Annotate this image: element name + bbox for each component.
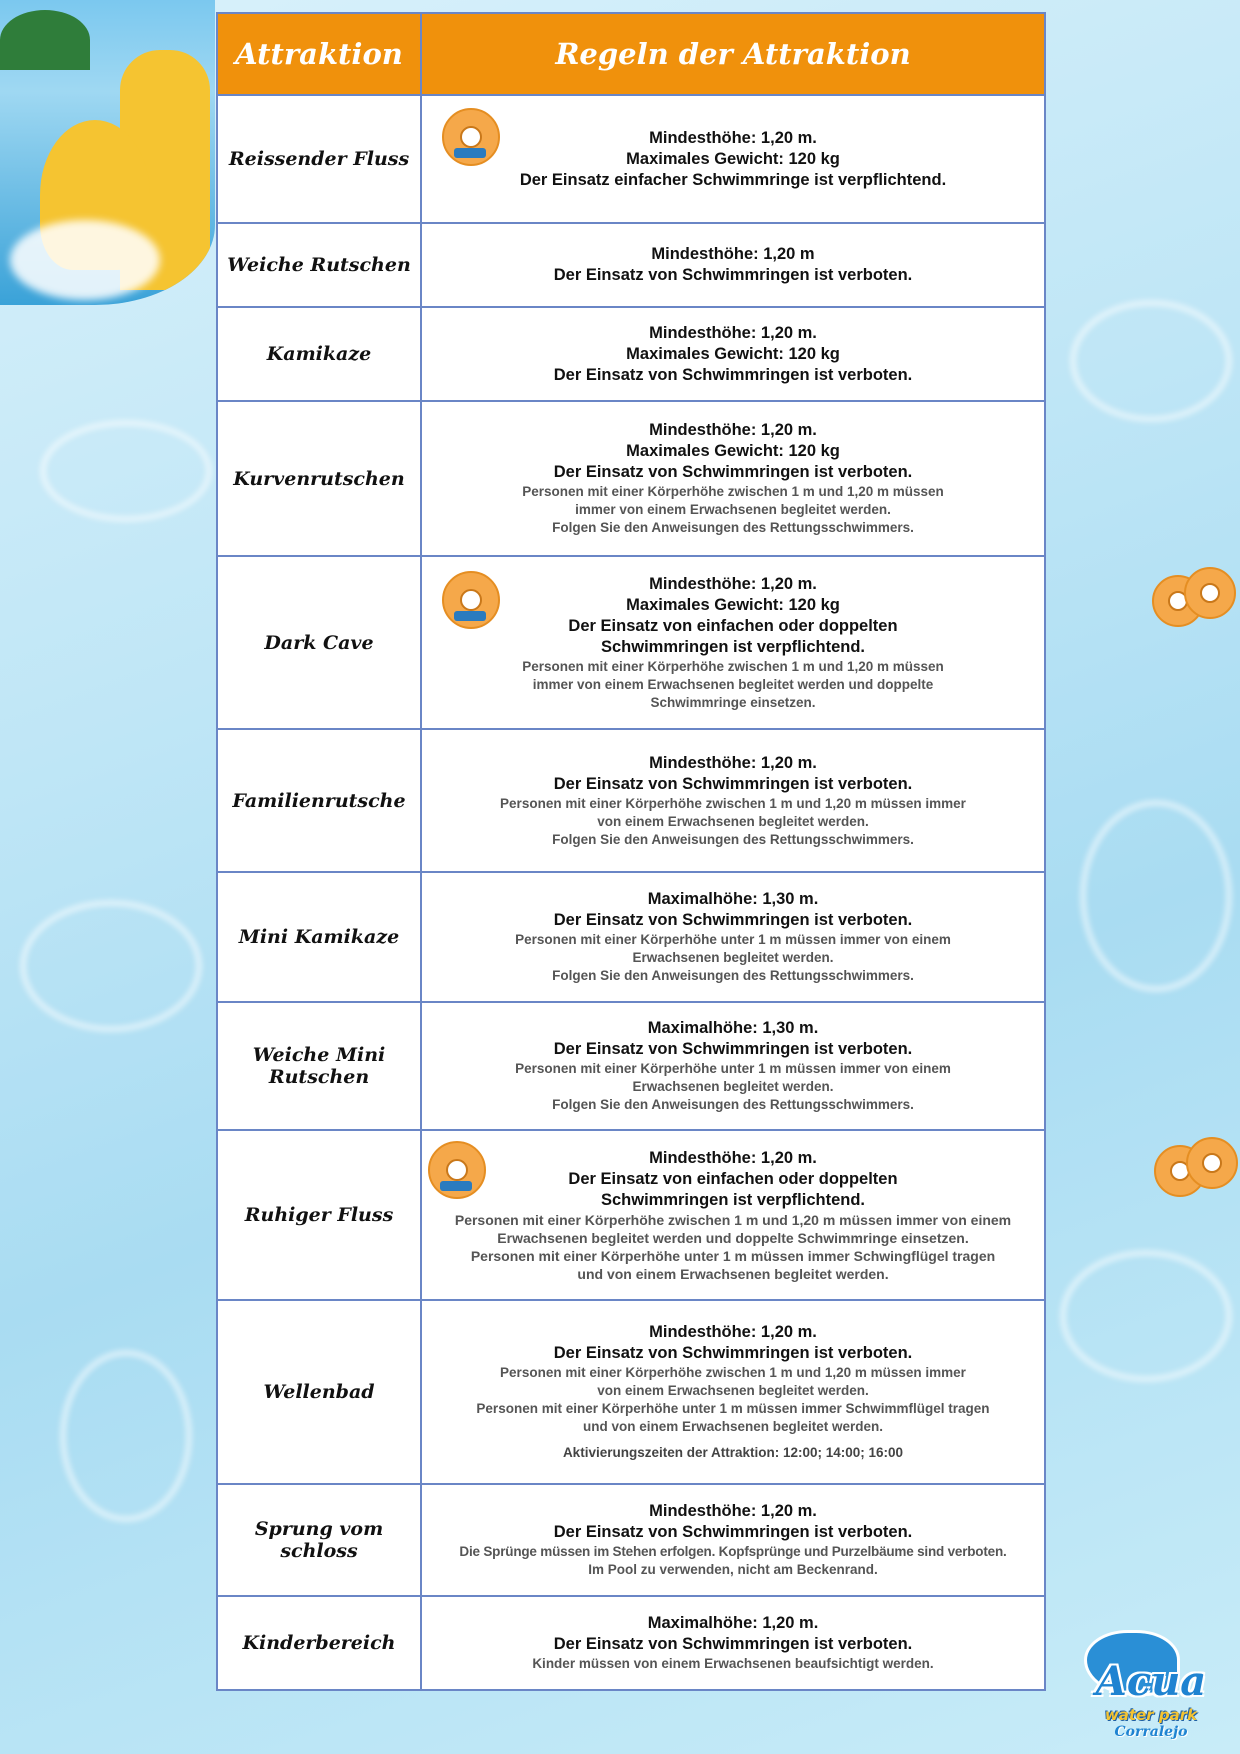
attraction-rules [421, 1130, 1045, 1300]
water-slide-photo [0, 0, 215, 305]
rule-detail: Folgen Sie den Anweisungen des Rettungsschwimmers. [552, 831, 914, 847]
attraction-rules-table [216, 12, 1046, 1691]
rule-detail: Kinder müssen von einem Erwachsenen beaufsichtigt werden. [532, 1656, 934, 1671]
rule-line: Mindesthöhe: 1,20 m. [649, 128, 817, 147]
single-swim-ring-icon [428, 1141, 486, 1199]
rule-detail: Im Pool zu verwenden, nicht am Beckenrand. [588, 1562, 878, 1577]
attraction-rules [421, 556, 1045, 729]
rule-line: Mindesthöhe: 1,20 m [651, 245, 815, 263]
rule-detail: Folgen Sie den Anweisungen des Rettungsschwimmers. [552, 968, 914, 983]
water-ripple [60, 1350, 192, 1522]
attraction-rules [421, 1484, 1045, 1596]
attraction-name: Kinderbereich [217, 1596, 421, 1690]
rule-line: Der Einsatz von Schwimmringen ist verboten. [553, 1635, 913, 1653]
activation-times: Aktivierungszeiten der Attraktion: 12:00; 14:00; 16:00 [562, 1445, 904, 1460]
rule-detail: Personen mit einer Körperhöhe zwischen 1 m und 1,20 m müssen immer [500, 1365, 966, 1380]
double-swim-ring-icon [1154, 1137, 1236, 1195]
attraction-column-header: Attraktion [217, 13, 421, 95]
rule-line: Schwimmringen ist verpflichtend. [600, 637, 866, 656]
rule-detail: Personen mit einer Körperhöhe unter 1 m müssen immer Schwingflügel tragen [470, 1247, 996, 1264]
water-ripple [1060, 1250, 1232, 1382]
logo-tagline: water park [1104, 1706, 1198, 1724]
rule-detail: Personen mit einer Körperhöhe zwischen 1 m und 1,20 m müssen [522, 658, 944, 674]
rule-detail: Folgen Sie den Anweisungen des Rettungsschwimmers. [552, 520, 914, 535]
table-row [217, 307, 1045, 401]
table-row [217, 872, 1045, 1002]
rule-detail: Personen mit einer Körperhöhe zwischen 1 m und 1,20 m müssen [522, 484, 944, 499]
rule-line: Mindesthöhe: 1,20 m. [649, 1502, 817, 1520]
rule-detail: von einem Erwachsenen begleitet werden. [597, 813, 869, 829]
rule-line: Der Einsatz von Schwimmringen ist verboten. [553, 1040, 913, 1058]
rule-line: Der Einsatz von Schwimmringen ist verboten. [553, 1523, 913, 1541]
water-ripple [40, 420, 212, 522]
rule-line: Mindesthöhe: 1,20 m. [649, 753, 817, 772]
rule-line: Maximales Gewicht: 120 kg [626, 442, 840, 460]
attraction-name: Reissender Fluss [217, 95, 421, 223]
rule-line: Schwimmringen ist verpflichtend. [600, 1190, 866, 1209]
attraction-name: Mini Kamikaze [217, 872, 421, 1002]
rules-column-header: Regeln der Attraktion [421, 13, 1045, 95]
water-ripple [1070, 300, 1232, 422]
attraction-rules [421, 307, 1045, 401]
rule-line: Mindesthöhe: 1,20 m. [649, 421, 817, 439]
rule-detail: Erwachsenen begleitet werden. [632, 950, 834, 965]
logo-wordmark: Acua [1095, 1658, 1207, 1705]
rule-detail: Personen mit einer Körperhöhe zwischen 1 m und 1,20 m müssen immer von einem [454, 1211, 1012, 1228]
rule-line: Der Einsatz einfacher Schwimmringe ist verpflichtend. [519, 170, 947, 189]
rule-detail: und von einem Erwachsenen begleitet werden. [582, 1419, 884, 1434]
table-row [217, 223, 1045, 307]
attraction-rules [421, 95, 1045, 223]
rule-line: Der Einsatz von Schwimmringen ist verboten. [553, 1344, 913, 1362]
rule-detail: Schwimmringe einsetzen. [650, 694, 816, 710]
rule-line: Maximales Gewicht: 120 kg [626, 149, 840, 168]
attraction-rules [421, 1002, 1045, 1130]
rule-detail: Personen mit einer Körperhöhe unter 1 m müssen immer von einem [515, 932, 951, 947]
rule-detail: von einem Erwachsenen begleitet werden. [597, 1383, 869, 1398]
rule-line: Der Einsatz von Schwimmringen ist verboten. [553, 463, 913, 481]
attraction-name: Sprung vom schloss [217, 1484, 421, 1596]
table-header-row [217, 13, 1045, 95]
attraction-rules [421, 1300, 1045, 1484]
attraction-name: Kamikaze [217, 307, 421, 401]
attraction-name: Ruhiger Fluss [217, 1130, 421, 1300]
rule-detail: Personen mit einer Körperhöhe unter 1 m müssen immer Schwimmflügel tragen [476, 1401, 990, 1416]
rule-line: Maximalhöhe: 1,30 m. [647, 1019, 819, 1037]
table-row [217, 1484, 1045, 1596]
attraction-name: Dark Cave [217, 556, 421, 729]
attraction-rules [421, 872, 1045, 1002]
rule-line: Der Einsatz von Schwimmringen ist verboten. [553, 774, 913, 793]
table-row [217, 556, 1045, 729]
table-row [217, 1002, 1045, 1130]
rule-line: Der Einsatz von einfachen oder doppelten [568, 1169, 898, 1188]
rule-line: Mindesthöhe: 1,20 m. [649, 574, 817, 593]
rule-line: Maximales Gewicht: 120 kg [626, 595, 840, 614]
rule-detail: Die Sprünge müssen im Stehen erfolgen. Kopfsprünge und Purzelbäume sind verboten. [459, 1544, 1007, 1559]
double-swim-ring-icon [1152, 567, 1234, 625]
rule-detail: Erwachsenen begleitet werden. [632, 1079, 834, 1094]
rule-line: Maximales Gewicht: 120 kg [626, 344, 840, 363]
table-row [217, 1300, 1045, 1484]
attraction-name: Wellenbad [217, 1300, 421, 1484]
attraction-rules [421, 729, 1045, 872]
rule-detail: Personen mit einer Körperhöhe zwischen 1 m und 1,20 m müssen immer [500, 795, 966, 811]
rule-line: Mindesthöhe: 1,20 m. [649, 1323, 817, 1341]
table-row [217, 95, 1045, 223]
rule-line: Der Einsatz von einfachen oder doppelten [568, 616, 898, 635]
rule-line: Der Einsatz von Schwimmringen ist verboten. [553, 911, 913, 929]
rule-detail: immer von einem Erwachsenen begleitet werden und doppelte [532, 676, 934, 692]
water-ripple [20, 900, 202, 1032]
attraction-rules [421, 1596, 1045, 1690]
single-swim-ring-icon [442, 571, 500, 629]
attraction-rules [421, 223, 1045, 307]
rule-line: Maximalhöhe: 1,20 m. [647, 1614, 819, 1632]
table-row [217, 1596, 1045, 1690]
rule-detail: und von einem Erwachsenen begleitet werden. [577, 1265, 889, 1282]
attraction-name: Kurvenrutschen [217, 401, 421, 556]
table-row [217, 1130, 1045, 1300]
rule-detail: Folgen Sie den Anweisungen des Rettungsschwimmers. [552, 1097, 914, 1112]
rule-line: Mindesthöhe: 1,20 m. [649, 323, 817, 342]
rule-detail: Erwachsenen begleitet werden und doppelte Schwimmringe einsetzen. [497, 1229, 969, 1246]
attraction-name: Weiche Mini Rutschen [217, 1002, 421, 1130]
attraction-name: Familienrutsche [217, 729, 421, 872]
rule-line: Der Einsatz von Schwimmringen ist verboten. [553, 365, 913, 384]
single-swim-ring-icon [442, 108, 500, 166]
table-row [217, 401, 1045, 556]
rule-detail: immer von einem Erwachsenen begleitet werden. [575, 502, 891, 517]
acua-water-park-logo [1076, 1630, 1226, 1745]
water-ripple [1080, 800, 1232, 992]
logo-location: Corralejo [1114, 1724, 1188, 1740]
table-row [217, 729, 1045, 872]
attraction-name: Weiche Rutschen [217, 223, 421, 307]
attraction-rules [421, 401, 1045, 556]
rule-line: Maximalhöhe: 1,30 m. [647, 890, 819, 908]
rule-line: Der Einsatz von Schwimmringen ist verboten. [553, 266, 913, 284]
rule-line: Mindesthöhe: 1,20 m. [649, 1148, 817, 1167]
rule-detail: Personen mit einer Körperhöhe unter 1 m müssen immer von einem [515, 1061, 951, 1076]
